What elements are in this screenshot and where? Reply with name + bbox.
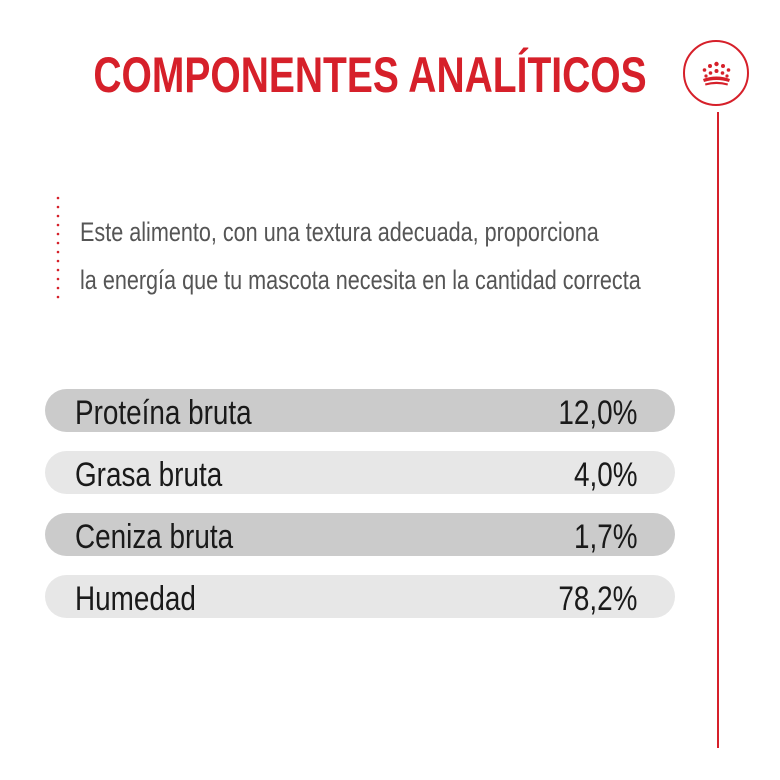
- component-label: Grasa bruta: [75, 456, 223, 494]
- components-table: [45, 389, 675, 637]
- component-label: Proteína bruta: [75, 394, 252, 432]
- crown-icon: [700, 61, 733, 87]
- component-label: Humedad: [75, 580, 196, 618]
- page-title: COMPONENTES ANALÍTICOS: [93, 47, 647, 103]
- decorative-vertical-line: [717, 112, 719, 748]
- dotted-accent-line: [56, 196, 60, 304]
- component-row-protein: [45, 389, 675, 432]
- component-value: 78,2%: [557, 580, 637, 618]
- component-value: 1,7%: [573, 518, 637, 556]
- intro-text: [80, 208, 641, 304]
- component-row-fat: [45, 451, 675, 494]
- intro-line-2: la energía que tu mascota necesita en la cantidad correcta: [80, 265, 641, 295]
- component-value: 4,0%: [573, 456, 637, 494]
- component-value: 12,0%: [557, 394, 637, 432]
- component-row-moisture: [45, 575, 675, 618]
- intro-line-1: Este alimento, con una textura adecuada, proporciona: [80, 217, 599, 247]
- component-row-ash: [45, 513, 675, 556]
- brand-logo: [683, 40, 749, 106]
- component-label: Ceniza bruta: [75, 518, 234, 556]
